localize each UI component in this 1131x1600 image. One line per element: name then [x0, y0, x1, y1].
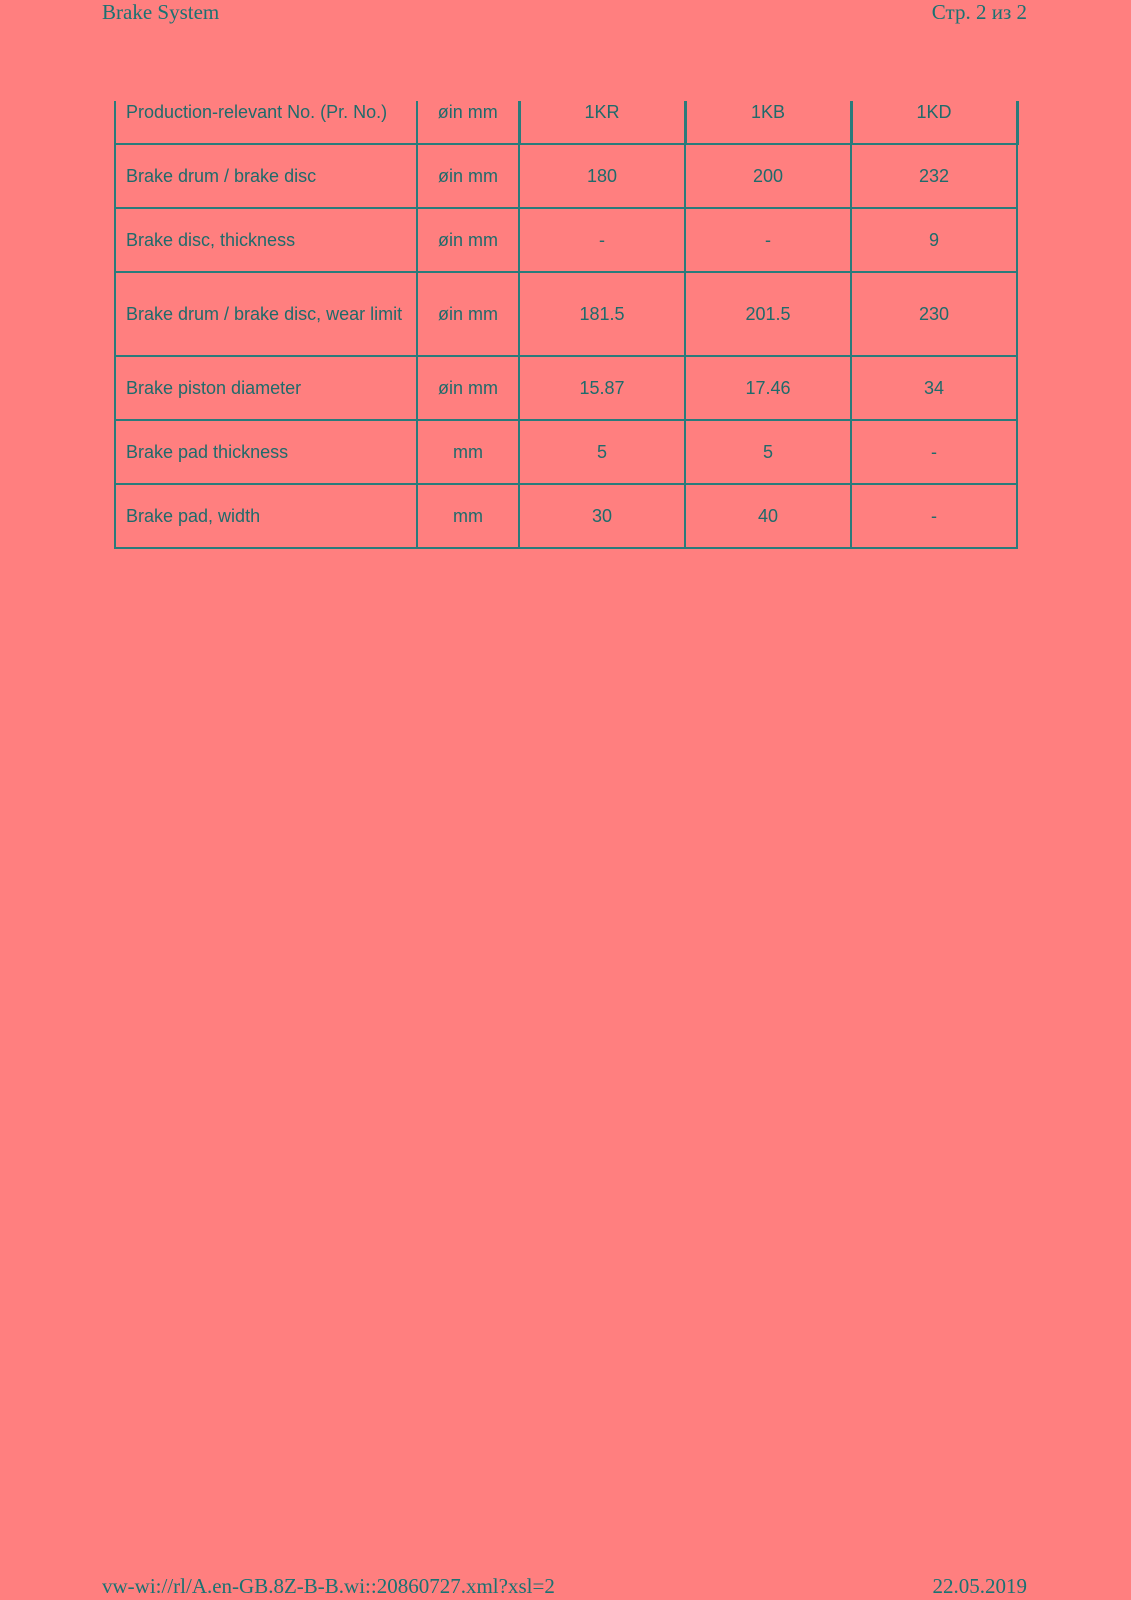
row-value: 34	[851, 356, 1017, 420]
row-unit: øin mm	[417, 272, 519, 356]
header-variant-1kd: 1KD	[851, 101, 1017, 144]
row-unit: mm	[417, 420, 519, 484]
table-row	[115, 420, 1017, 484]
row-value: 180	[519, 144, 685, 208]
brake-spec-table	[114, 101, 1019, 549]
header-label-cell: Production-relevant No. (Pr. No.)	[115, 101, 417, 144]
row-label: Brake drum / brake disc	[115, 144, 417, 208]
row-value: 5	[685, 420, 851, 484]
row-label: Brake piston diameter	[115, 356, 417, 420]
table-row	[115, 484, 1017, 548]
document-url: vw-wi://rl/A.en-GB.8Z-B-B.wi::20860727.xml?xsl=2	[102, 1574, 555, 1598]
row-value: -	[851, 484, 1017, 548]
table-row	[115, 356, 1017, 420]
table-header-row	[115, 101, 1017, 144]
row-value: 201.5	[685, 272, 851, 356]
document-title: Brake System	[102, 0, 220, 24]
row-value: -	[519, 208, 685, 272]
row-value: 200	[685, 144, 851, 208]
row-value: 15.87	[519, 356, 685, 420]
table-row	[115, 272, 1017, 356]
row-value: 232	[851, 144, 1017, 208]
row-value: 30	[519, 484, 685, 548]
row-label: Brake pad thickness	[115, 420, 417, 484]
row-label: Brake pad, width	[115, 484, 417, 548]
table-row	[115, 144, 1017, 208]
page-number: Стр. 2 из 2	[931, 0, 1027, 24]
header-unit-cell: øin mm	[417, 101, 519, 144]
row-unit: øin mm	[417, 208, 519, 272]
header-variant-1kr: 1KR	[519, 101, 685, 144]
header-variant-1kb: 1KB	[685, 101, 851, 144]
row-value: 40	[685, 484, 851, 548]
row-value: 230	[851, 272, 1017, 356]
row-unit: øin mm	[417, 144, 519, 208]
row-unit: mm	[417, 484, 519, 548]
print-date: 22.05.2019	[932, 1574, 1027, 1598]
table-row	[115, 208, 1017, 272]
row-value: 17.46	[685, 356, 851, 420]
row-unit: øin mm	[417, 356, 519, 420]
row-value: 5	[519, 420, 685, 484]
row-label: Brake disc, thickness	[115, 208, 417, 272]
row-value: 181.5	[519, 272, 685, 356]
row-value: -	[685, 208, 851, 272]
row-value: -	[851, 420, 1017, 484]
row-value: 9	[851, 208, 1017, 272]
row-label: Brake drum / brake disc, wear limit	[115, 272, 417, 356]
